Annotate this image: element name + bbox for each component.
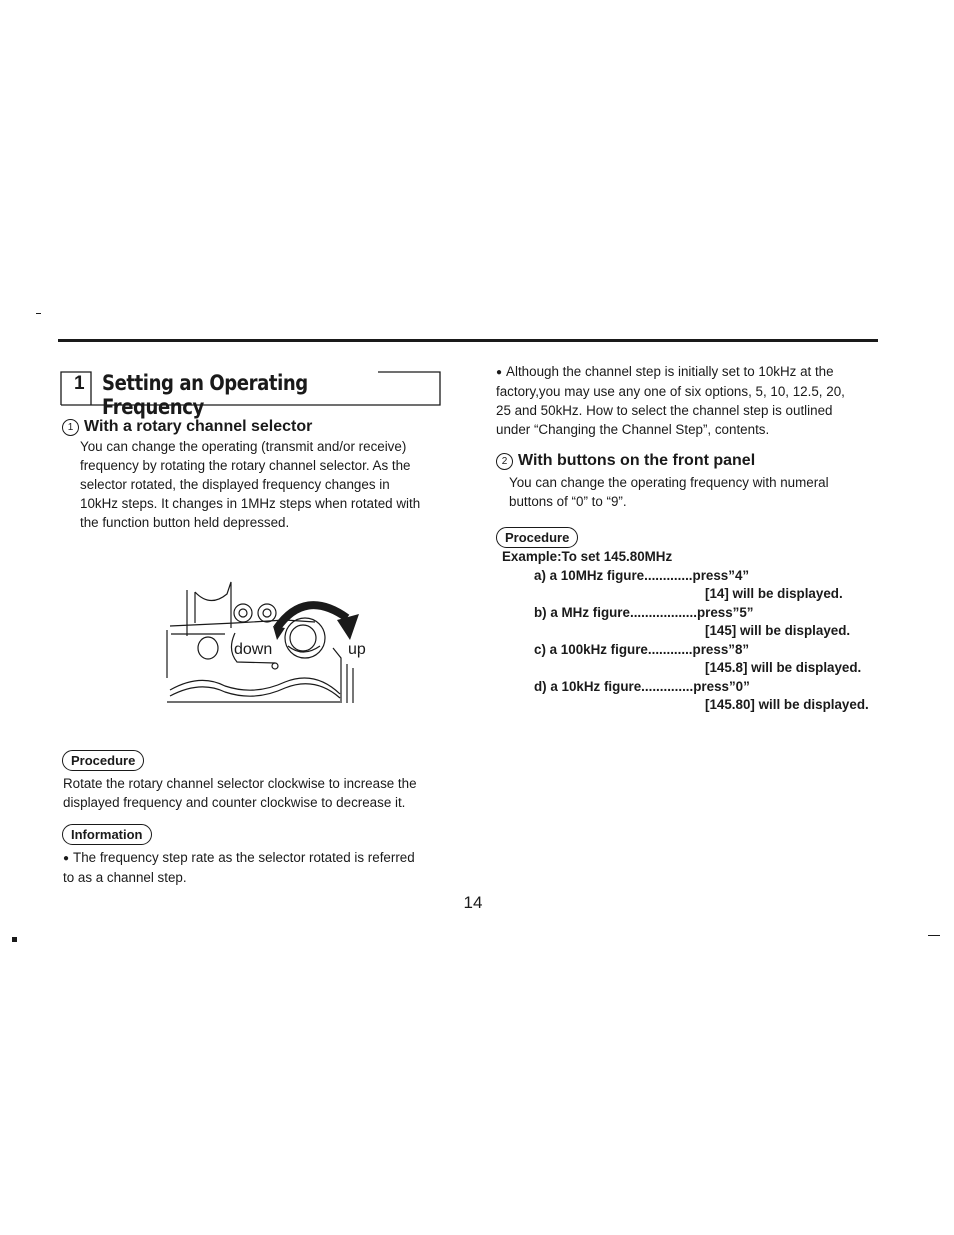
figure-label-down: down <box>234 641 273 658</box>
rotary-body-line: You can change the operating (transmit and/or receive) <box>80 439 407 454</box>
rotary-body-line: 10kHz steps. It changes in 1MHz steps when rotated with <box>80 496 421 511</box>
buttons-body-line: buttons of “0” to “9”. <box>509 494 627 509</box>
step-label: a) a 10MHz figure <box>534 568 645 583</box>
rotary-body-line: selector rotated, the displayed frequency changes in <box>80 477 390 492</box>
rotary-selector-figure <box>165 578 375 708</box>
rotary-heading-text: With a rotary channel selector <box>84 418 313 435</box>
step-label: c) a 100kHz figure <box>534 642 648 657</box>
header-rule <box>58 339 878 342</box>
information-label: Information <box>62 824 152 845</box>
rotary-procedure-line: displayed frequency and counter clockwise to decrease it. <box>63 795 406 810</box>
rotary-procedure-line: Rotate the rotary channel selector clockwise to increase the <box>63 776 417 791</box>
procedure-example: Example:To set 145.80MHz <box>502 549 673 564</box>
channel-step-note-line: 25 and 50kHz. How to select the channel step is outlined <box>496 403 833 418</box>
information-line: ● The frequency step rate as the selector rotated is referred <box>63 848 453 868</box>
buttons-heading-text: With buttons on the front panel <box>518 452 756 469</box>
scan-mark <box>12 937 17 942</box>
rotary-heading-number: 1 <box>62 419 79 436</box>
step-action: press”4” <box>692 568 750 583</box>
figure-label-up: up <box>348 641 366 658</box>
step-result: [145] will be displayed. <box>705 623 851 638</box>
page-number: 14 <box>463 893 483 912</box>
step-leader-dots: .............. <box>641 679 694 694</box>
procedure-step-a <box>534 568 749 583</box>
step-action: press”0” <box>693 679 750 694</box>
step-result: [14] will be displayed. <box>705 586 843 601</box>
step-label: b) a MHz figure <box>534 605 630 620</box>
scan-mark <box>928 935 940 936</box>
buttons-heading <box>496 452 755 470</box>
rotary-body-line: frequency by rotating the rotary channel selector. As the <box>80 458 411 473</box>
procedure-step-b <box>534 605 754 620</box>
information-body <box>63 848 453 887</box>
buttons-body <box>509 473 879 511</box>
rotary-procedure-label-wrap <box>62 750 144 771</box>
step-action: press”5” <box>696 605 754 620</box>
section-header <box>60 370 441 419</box>
section-number: 1 <box>74 373 85 394</box>
channel-step-note-line: factory,you may use any one of six options, 5, 10, 12.5, 20, <box>496 384 845 399</box>
scan-mark <box>36 313 41 314</box>
step-result: [145.80] will be displayed. <box>705 697 869 712</box>
channel-step-note-line: ● Although the channel step is initially set to 10kHz at the <box>496 362 876 382</box>
channel-step-note <box>496 362 876 439</box>
rotary-heading <box>62 418 312 436</box>
information-label-wrap <box>62 824 152 845</box>
rotary-body-line: the function button held depressed. <box>80 515 290 530</box>
information-line: to as a channel step. <box>63 870 187 885</box>
buttons-procedure-label: Procedure <box>496 527 578 548</box>
rotary-body <box>80 437 450 532</box>
step-result: [145.8] will be displayed. <box>705 660 862 675</box>
buttons-procedure-label-wrap <box>496 527 578 548</box>
rotary-procedure-body <box>63 774 453 812</box>
step-label: d) a 10kHz figure <box>534 679 642 694</box>
procedure-step-c <box>534 642 749 657</box>
section-title: Setting an Operating Frequency <box>102 371 308 419</box>
channel-step-note-line: under “Changing the Channel Step”, contents. <box>496 422 770 437</box>
procedure-step-d <box>534 679 750 694</box>
step-action: press”8” <box>692 642 750 657</box>
buttons-body-line: You can change the operating frequency with numeral <box>509 475 829 490</box>
buttons-heading-number: 2 <box>496 453 513 470</box>
rotary-procedure-label: Procedure <box>62 750 144 771</box>
step-leader-dots: ............ <box>647 642 693 657</box>
step-leader-dots: ............. <box>644 568 693 583</box>
step-leader-dots: .................. <box>629 605 697 620</box>
